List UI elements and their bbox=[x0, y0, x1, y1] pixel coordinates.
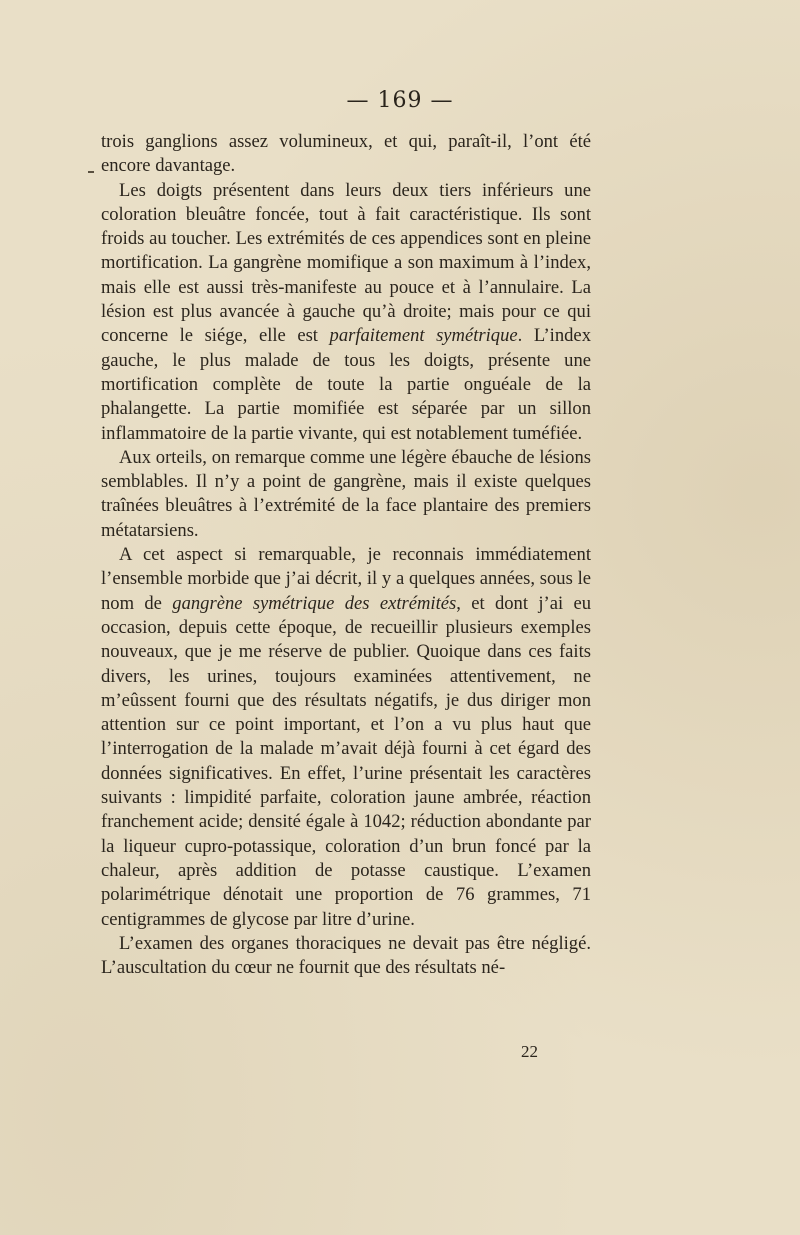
page-number-header: — 169 — bbox=[346, 88, 454, 113]
text-run: Les doigts présentent dans leurs deux tiers inférieurs une coloration bleuâtre foncée, tout à fait caractéristique. Ils sont froids au toucher. Les extrémités de ces appendices sont en pleine mortification. La gangrène momifique a son maximum à l’index, mais elle est aussi très-manifeste au pouce et à l’annulaire. La lésion est plus avancée à gauche qu’à droite; mais pour ce qui concerne le siége, elle est bbox=[101, 179, 591, 347]
paragraph bbox=[101, 932, 591, 981]
paragraph bbox=[101, 130, 591, 179]
page-body-text bbox=[101, 130, 591, 980]
margin-mark bbox=[88, 171, 94, 173]
text-run: A cet aspect si remarquable, je reconnais immédiatement l’ensemble morbide que j’ai décrit, il y a quelques années, sous le nom de bbox=[101, 544, 591, 614]
text-run: , et dont j’ai eu occasion, depuis cette époque, de recueillir plusieurs exemples nouveaux, que je me réserve de publier. Quoique dans ces faits divers, les urines, toujours examinées attentivement, ne m’eûssent fourni que des résultats négatifs, je dus diriger mon attention sur ce point important, et l’on a vu plus haut que l’interrogation de la malade m’avait déjà fourni à cet égard des données significatives. En effet, l’urine présentait les caractères suivants : limpidité parfaite, coloration jaune ambrée, réaction franchement acide; densité égale à 1042; réduction abondante par la liqueur cupro-potassique, coloration d’un brun foncé par la chaleur, après addition de potasse caustique. L’examen polarimétrique dénotait une proportion de 76 grammes, 71 centigrammes de glycose par litre d’urine. bbox=[101, 592, 592, 930]
italic-phrase: gangrène symétrique des extrémités bbox=[172, 592, 457, 614]
text-run: trois ganglions assez volumineux, et qui, paraît-il, l’ont été encore davantage. bbox=[101, 131, 591, 177]
paragraph bbox=[101, 179, 591, 446]
paragraph bbox=[101, 446, 591, 543]
text-run: Aux orteils, on remarque comme une légère ébauche de lésions semblables. Il n’y a point de gangrène, mais il existe quelques traînées bleuâtres à l’extrémité de la face plantaire des premiers métatarsiens. bbox=[101, 446, 591, 541]
text-run: . L’index gauche, le plus malade de tous les doigts, présente une mortification complète de toute la partie onguéale de la phalangette. La partie momifiée est séparée par un sillon inflammatoire de la partie vivante, qui est notablement tuméfiée. bbox=[101, 325, 591, 444]
text-run: L’examen des organes thoraciques ne devait pas être négligé. L’auscultation du cœur ne fournit que des résultats né- bbox=[101, 932, 591, 979]
italic-phrase: parfaitement symétrique bbox=[329, 325, 518, 347]
paragraph bbox=[101, 543, 591, 932]
signature-mark: 22 bbox=[521, 1042, 538, 1061]
